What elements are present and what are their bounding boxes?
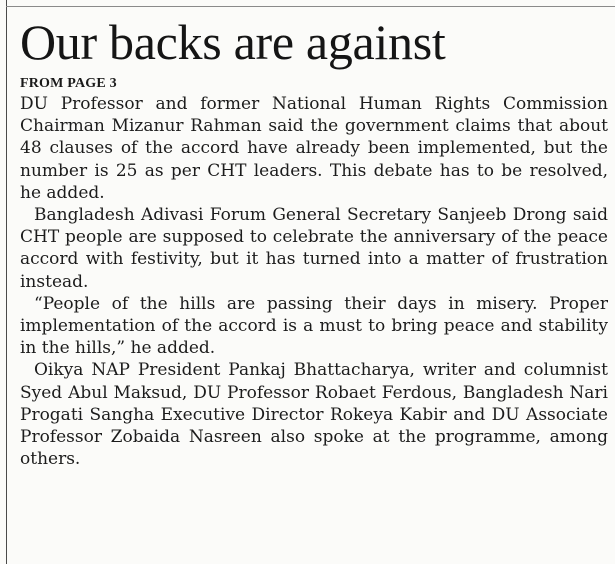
paragraph-1: DU Professor and former National Human Rights Commission Chairman Mizanur Rahman said the government claims that about 48 clauses of the accord have already been implemented, but the number is 25 as per CHT leaders. This debate has to be resolved, he added. <box>20 94 608 203</box>
headline: Our backs are against <box>20 14 446 70</box>
paragraph-4: Oikya NAP President Pankaj Bhattacharya, writer and columnist Syed Abul Maksud, DU Professor Robaet Ferdous, Bangladesh Nari Progati Sangha Executive Director Rokeya Kabir and DU Associate Professor Zobaida Nasreen also spoke at the programme, among others. <box>20 360 608 470</box>
column-rule-left <box>6 0 7 564</box>
paragraph-3: “People of the hills are passing their days in misery. Proper implementation of the accord is a must to bring peace and stability in the hills,” he added. <box>20 293 608 359</box>
column-rule-top <box>6 6 615 7</box>
paragraph-2: Bangladesh Adivasi Forum General Secretary Sanjeeb Drong said CHT people are supposed to celebrate the anniversary of the peace accord with festivity, but it has turned into a matter of frustration instead. <box>20 205 608 292</box>
article-body <box>20 93 608 470</box>
jump-line: FROM PAGE 3 <box>20 76 117 91</box>
